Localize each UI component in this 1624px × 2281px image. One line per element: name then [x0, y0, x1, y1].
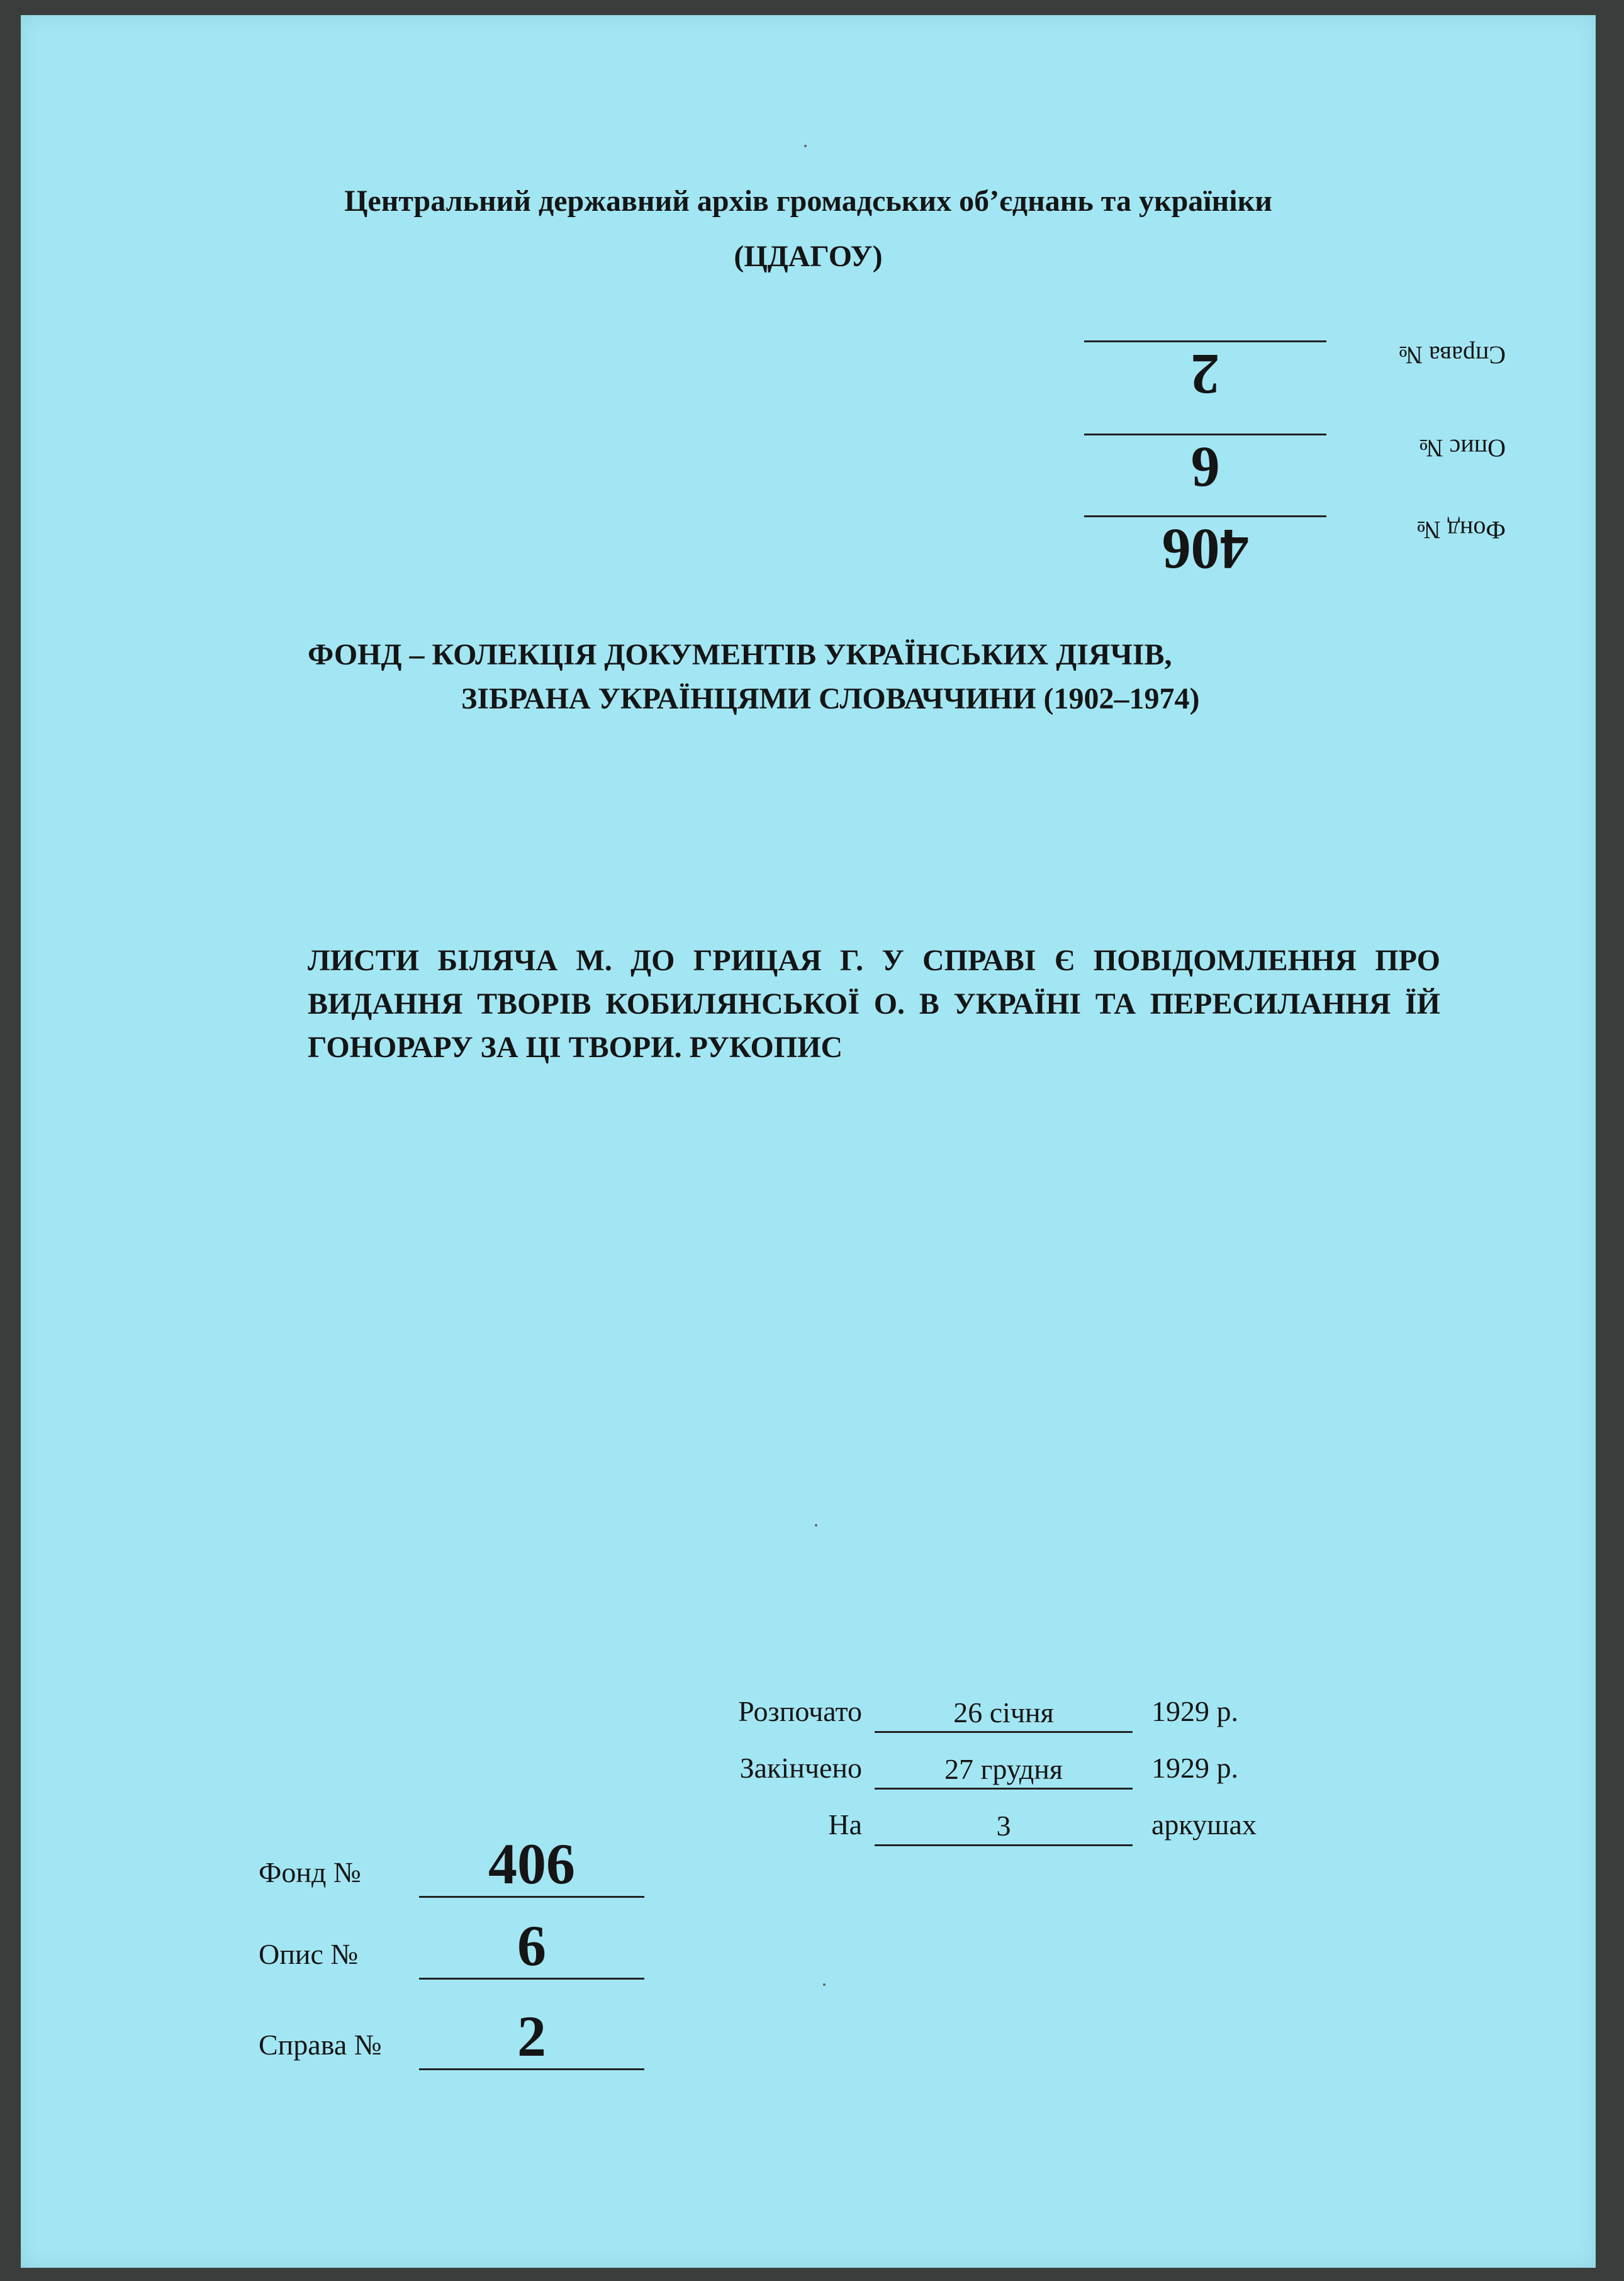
finished-line — [875, 1788, 1133, 1790]
file-description: ЛИСТИ БІЛЯЧА М. ДО ГРИЦАЯ Г. У СПРАВІ Є ПОВІДОМЛЕННЯ ПРО ВИДАННЯ ТВОРІВ КОБИЛЯНСЬКОЇ О. В УКРАЇНІ ТА ПЕРЕСИЛАННЯ ЇЙ ГОНОРАРУ ЗА ЦІ ТВОРИ. РУКОПИС — [308, 944, 1440, 1064]
started-label: Розпочато — [738, 1695, 862, 1727]
fond-title-line-2: ЗІБРАНА УКРАЇНЦЯМИ СЛОВАЧЧИНИ (1902–1974) — [461, 682, 1200, 715]
bottom-sprava-value: 2 — [517, 2004, 546, 2068]
sheets-suffix: аркушах — [1151, 1808, 1257, 1841]
flipped-fond-line — [1084, 515, 1326, 517]
archive-name: Центральний державний архів громадських об’єднань та україніки — [344, 184, 1272, 218]
started-date: 26 січня — [953, 1696, 1054, 1729]
flipped-sprava-line — [1084, 340, 1326, 342]
bottom-fond-label: Фонд № — [259, 1856, 361, 1888]
finished-row — [667, 1739, 1485, 1790]
paper-speck — [804, 145, 807, 147]
started-row — [667, 1683, 1485, 1733]
fond-title-line-1: ФОНД – КОЛЕКЦІЯ ДОКУМЕНТІВ УКРАЇНСЬКИХ ДІЯЧІВ, — [308, 638, 1172, 671]
sheets-row — [667, 1796, 1485, 1846]
sheets-label: На — [828, 1808, 862, 1841]
flipped-opys-line — [1084, 434, 1326, 435]
flipped-fond-value: 406 — [1162, 517, 1249, 581]
bottom-opys-value: 6 — [517, 1914, 546, 1978]
sheets-count: 3 — [996, 1810, 1011, 1842]
paper-speck — [815, 1524, 817, 1527]
bottom-fond-row — [259, 1816, 649, 1898]
bottom-fond-value: 406 — [488, 1832, 575, 1896]
finished-year: 1929 р. — [1151, 1752, 1238, 1784]
bottom-opys-row — [259, 1898, 649, 1980]
bottom-sprava-row — [259, 1988, 649, 2070]
finished-label: Закінчено — [739, 1752, 862, 1784]
bottom-sprava-line — [419, 2068, 644, 2070]
flipped-sprava-value: 2 — [1190, 342, 1220, 406]
flipped-opys-row — [1015, 421, 1506, 500]
paper-speck — [823, 1983, 826, 1986]
started-line — [875, 1731, 1133, 1733]
upside-down-reference-block — [1015, 301, 1506, 581]
flipped-opys-label: Опис № — [1419, 434, 1506, 462]
flipped-sprava-label: Справа № — [1398, 341, 1506, 369]
flipped-sprava-row — [1015, 328, 1506, 406]
bottom-opys-label: Опис № — [259, 1938, 359, 1970]
flipped-opys-value: 6 — [1190, 435, 1220, 500]
flipped-fond-row — [1015, 503, 1506, 581]
started-year: 1929 р. — [1151, 1695, 1238, 1727]
archive-cover-sheet — [21, 15, 1596, 2268]
flipped-fond-label: Фонд № — [1416, 516, 1506, 544]
sheets-line — [875, 1844, 1133, 1846]
finished-date: 27 грудня — [944, 1753, 1063, 1785]
bottom-sprava-label: Справа № — [259, 2029, 382, 2061]
archive-abbreviation: (ЦДАГОУ) — [734, 240, 883, 273]
bottom-opys-line — [419, 1978, 644, 1980]
